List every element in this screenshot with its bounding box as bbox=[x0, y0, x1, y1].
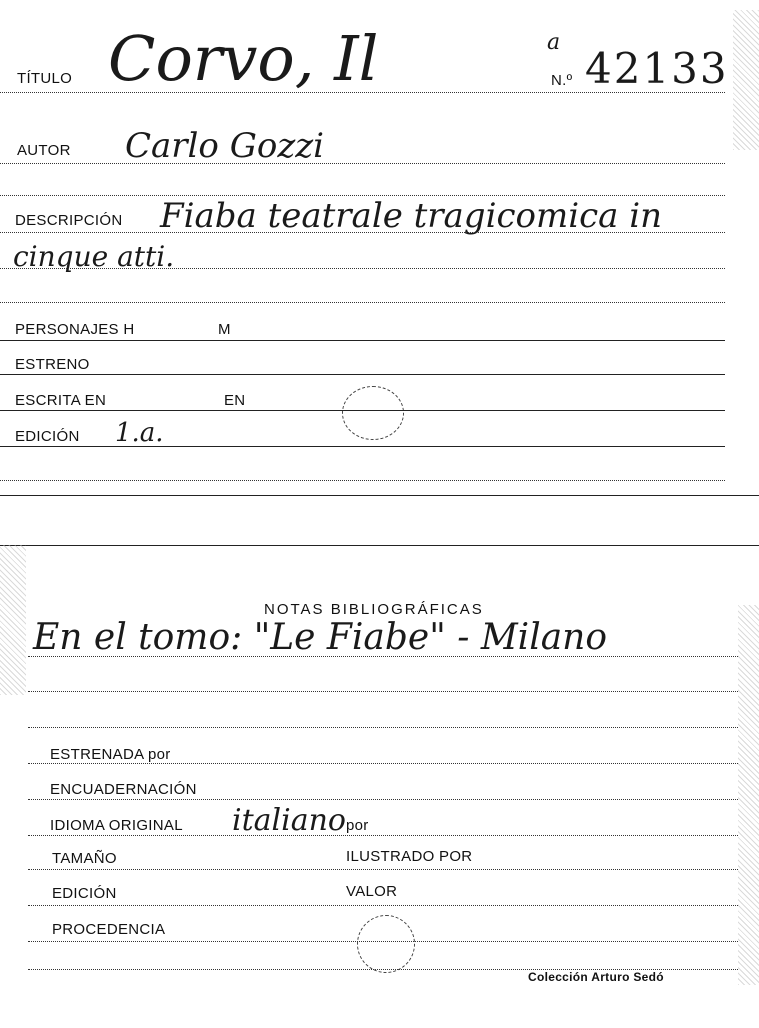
divider bbox=[0, 232, 725, 233]
encuadernacion-label: ENCUADERNACIÓN bbox=[50, 781, 197, 798]
autor-label: AUTOR bbox=[17, 142, 71, 159]
numero-prefix: a bbox=[547, 30, 561, 55]
descripcion-label: DESCRIPCIÓN bbox=[15, 212, 123, 229]
descripcion-line2: cinque atti. bbox=[13, 240, 175, 273]
idioma-value: italiano bbox=[232, 803, 346, 838]
paper-texture bbox=[733, 10, 759, 150]
divider bbox=[0, 92, 725, 93]
divider bbox=[0, 480, 725, 481]
divider bbox=[0, 302, 725, 303]
escrita-label: ESCRITA EN bbox=[15, 392, 107, 409]
divider bbox=[28, 763, 738, 764]
paper-texture bbox=[0, 545, 26, 695]
titulo-label: TÍTULO bbox=[17, 70, 73, 87]
procedencia-label: PROCEDENCIA bbox=[52, 921, 166, 938]
stamp-icon bbox=[342, 386, 404, 440]
divider bbox=[0, 340, 725, 341]
divider bbox=[0, 163, 725, 164]
edicion-label: EDICIÓN bbox=[52, 885, 117, 902]
notas-label: NOTAS BIBLIOGRÁFICAS bbox=[264, 601, 484, 618]
divider bbox=[0, 268, 725, 269]
divider bbox=[28, 656, 738, 657]
card-top-edge bbox=[0, 545, 759, 546]
estreno-label: ESTRENO bbox=[15, 356, 90, 373]
divider bbox=[28, 799, 738, 800]
divider bbox=[0, 410, 725, 411]
valor-label: VALOR bbox=[346, 883, 398, 900]
stamp-icon bbox=[357, 915, 415, 973]
idioma-por-label: por bbox=[346, 817, 369, 834]
personajes-m-label: M bbox=[218, 321, 231, 338]
notas-value: En el tomo: "Le Fiabe" - Milano bbox=[33, 617, 608, 658]
divider bbox=[28, 835, 738, 836]
ilustrado-label: ILUSTRADO POR bbox=[346, 848, 473, 865]
numero-value: 42133 bbox=[585, 44, 729, 93]
paper-texture bbox=[738, 605, 759, 985]
divider bbox=[28, 905, 738, 906]
edicion-label: EDICIÓN bbox=[15, 428, 80, 445]
estrenada-label: ESTRENADA por bbox=[50, 746, 171, 763]
personajes-label: PERSONAJES H bbox=[15, 321, 135, 338]
autor-value: Carlo Gozzi bbox=[125, 126, 325, 166]
idioma-label: IDIOMA ORIGINAL bbox=[50, 817, 183, 834]
divider bbox=[28, 727, 738, 728]
coleccion-label: Colección Arturo Sedó bbox=[528, 970, 664, 984]
divider bbox=[28, 941, 738, 942]
escrita-en2-label: EN bbox=[224, 392, 246, 409]
divider bbox=[0, 374, 725, 375]
descripcion-line1: Fiaba teatrale tragicomica in bbox=[160, 196, 662, 236]
divider bbox=[28, 869, 738, 870]
edicion-value: 1.a. bbox=[115, 418, 164, 448]
tamano-label: TAMAÑO bbox=[52, 850, 117, 867]
titulo-value: Corvo, Il bbox=[108, 22, 379, 95]
catalog-card-front bbox=[0, 0, 759, 496]
numero-label: N.º bbox=[551, 72, 573, 89]
catalog-card-back bbox=[0, 545, 759, 1028]
divider bbox=[0, 446, 725, 447]
divider bbox=[28, 691, 738, 692]
